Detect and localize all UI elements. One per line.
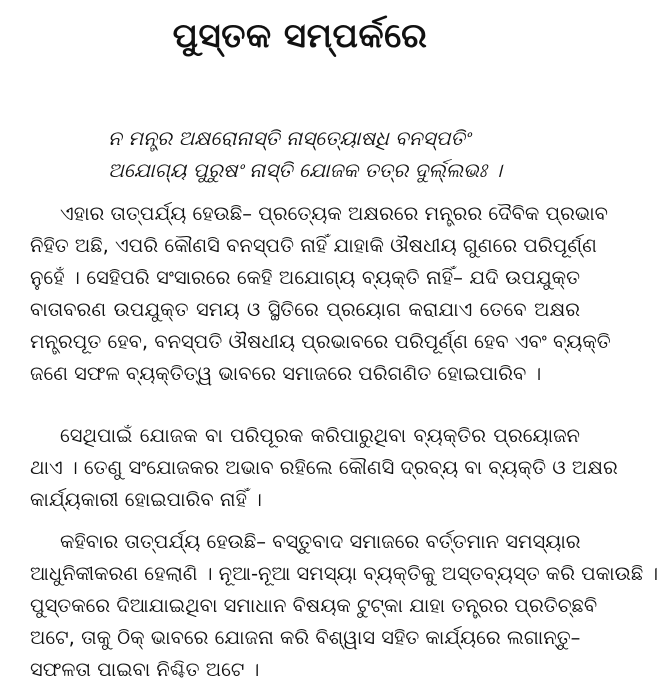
paragraph-line: ଆଧୁନିକୀକରଣ ହେଲାଣି । ନୂଆ-ନୂଆ ସମସ୍ୟା ବ୍ୟକ୍ତିକୁ ଅସ୍ତବ୍ୟସ୍ତ କରି ପକାଉଛି । bbox=[30, 562, 658, 585]
paragraph-line: ଅଟେ, ତାକୁ ଠିକ୍ ଭାବରେ ଯୋଜନା କରି ବିଶ୍ୱାସ ସହିତ କାର୍ଯ୍ୟରେ ଲଗାନ୍ତୁ– bbox=[30, 626, 581, 649]
paragraph-line: ନିହିତ ଅଛି, ଏପରି କୌଣସି ବନସ୍ପତି ନାହିଁ ଯାହାକି ଔଷଧୀୟ ଗୁଣରେ ପରିପୂର୍ଣ୍ଣ bbox=[30, 234, 597, 257]
paragraph-line: କହିବାର ତାତ୍ପର୍ଯ୍ୟ ହେଉଛି– ବସ୍ତୁବାଦ ସମାଜରେ ବର୍ତ୍ତମାନ ସମସ୍ୟାର bbox=[60, 530, 581, 553]
verse-line: ନ ମନ୍ତ୍ର ଅକ୍ଷରୋନାସ୍ତି ନାସ୍ତ୍ୟୋଷଧି ବନସ୍ପତିଂ bbox=[108, 126, 470, 150]
paragraph-line: ବାତାବରଣ ଉପଯୁକ୍ତ ସମୟ ଓ ସ୍ଥିତିରେ ପ୍ରୟୋଗ କରାଯାଏ ତେବେ ଅକ୍ଷର bbox=[30, 298, 580, 321]
page-title: ପୁସ୍ତକ ସମ୍ପର୍କରେ bbox=[172, 16, 428, 56]
paragraph-line: ଥାଏ । ତେଣୁ ସଂଯୋଜକର ଅଭାବ ରହିଲେ କୌଣସି ଦ୍ରବ୍ୟ ବା ବ୍ୟକ୍ତି ଓ ଅକ୍ଷର bbox=[30, 456, 618, 479]
paragraph-line: ପୁସ୍ତକରେ ଦିଆଯାଇଥିବା ସମାଧାନ ବିଷୟକ ଟୁଟ୍‌କା ଯାହା ତନ୍ତ୍ରର ପ୍ରତିଚ୍ଛବି bbox=[30, 594, 598, 617]
paragraph-1 bbox=[30, 198, 611, 390]
paragraph-line: ଜଣେ ସଫଳ ବ୍ୟକ୍ତିତ୍ୱ ଭାବରେ ସମାଜରେ ପରିଗଣିତ ହୋଇପାରିବ । bbox=[30, 362, 542, 385]
paragraph-line: ସଫଳତା ପାଇବା ନିଶ୍ଚିତ ଅଟେ । bbox=[30, 658, 260, 681]
paragraph-line: କାର୍ଯ୍ୟକାରୀ ହୋଇପାରିବ ନାହିଁ । bbox=[30, 488, 262, 511]
paragraph-line: ମନ୍ତ୍ରପୂତ ହେବ, ବନସ୍ପତି ଔଷଧୀୟ ପ୍ରଭାବରେ ପରିପୂର୍ଣ୍ଣ ହେବ ଏବଂ ବ୍ୟକ୍ତି bbox=[30, 330, 611, 353]
verse-line: ଅଯୋଗ୍ୟ ପୁରୁଷଂ ନାସ୍ତି ଯୋଜକ ତତ୍ର ଦୁର୍ଲ୍ଲଭଃ । bbox=[108, 158, 503, 182]
paragraph-line: ସେଥିପାଇଁ ଯୋଜକ ବା ପରିପୂରକ କରିପାରୁଥିବା ବ୍ୟକ୍ତିର ପ୍ରୟୋଜନ bbox=[60, 424, 580, 447]
paragraph-line: ନୁହେଁ । ସେହିପରି ସଂସାରରେ କେହି ଅଯୋଗ୍ୟ ବ୍ୟକ୍ତି ନାହିଁ– ଯଦି ଉପଯୁକ୍ତ bbox=[30, 266, 580, 289]
paragraph-2 bbox=[30, 420, 618, 516]
paragraph-3 bbox=[30, 526, 658, 686]
paragraph-line: ଏହାର ତାତ୍ପର୍ଯ୍ୟ ହେଉଛି– ପ୍ରତ୍ୟେକ ଅକ୍ଷରରେ ମନ୍ତ୍ରର ଦୈବିକ ପ୍ରଭାବ bbox=[60, 202, 608, 225]
sanskrit-verse bbox=[108, 122, 578, 186]
